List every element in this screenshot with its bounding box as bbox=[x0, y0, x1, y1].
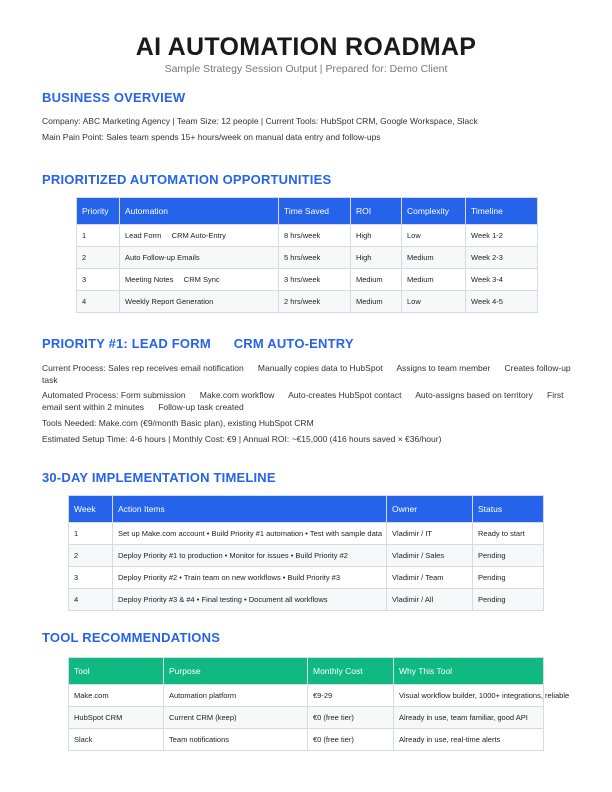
table-cell: Week 1-2 bbox=[466, 225, 538, 247]
column-header: Complexity bbox=[402, 198, 466, 225]
section-heading-priority-1: PRIORITY #1: LEAD FORM CRM AUTO-ENTRY bbox=[42, 336, 354, 351]
table-row bbox=[77, 247, 538, 269]
table-cell: 2 bbox=[69, 545, 113, 567]
table-cell: 1 bbox=[69, 523, 113, 545]
column-header: Timeline bbox=[466, 198, 538, 225]
table-cell: €0 (free tier) bbox=[308, 729, 394, 751]
table-cell: High bbox=[351, 225, 402, 247]
table-cell: 2 hrs/week bbox=[279, 291, 351, 313]
table-cell: 4 bbox=[77, 291, 120, 313]
table-cell: €0 (free tier) bbox=[308, 707, 394, 729]
section-heading-business-overview: BUSINESS OVERVIEW bbox=[42, 90, 186, 105]
table-cell: Weekly Report Generation bbox=[120, 291, 279, 313]
column-header: Priority bbox=[77, 198, 120, 225]
section-heading-timeline: 30-DAY IMPLEMENTATION TIMELINE bbox=[42, 470, 276, 485]
table-cell: Ready to start bbox=[473, 523, 544, 545]
table-row bbox=[77, 225, 538, 247]
column-header: Action Items bbox=[113, 496, 387, 523]
table-cell: Current CRM (keep) bbox=[164, 707, 308, 729]
table-cell: Deploy Priority #1 to production • Monitor for issues • Build Priority #2 bbox=[113, 545, 387, 567]
table-cell: Already in use, team familiar, good API bbox=[394, 707, 544, 729]
table-cell: Week 2-3 bbox=[466, 247, 538, 269]
table-cell: Vladimir / Sales bbox=[387, 545, 473, 567]
table-row bbox=[69, 707, 544, 729]
page-subtitle: Sample Strategy Session Output | Prepared for: Demo Client bbox=[164, 63, 448, 75]
table-row bbox=[69, 523, 544, 545]
table-header-row bbox=[69, 496, 544, 523]
table-cell: High bbox=[351, 247, 402, 269]
table-cell: 5 hrs/week bbox=[279, 247, 351, 269]
table-cell: Visual workflow builder, 1000+ integrations, reliable bbox=[394, 685, 544, 707]
table-cell: Medium bbox=[351, 269, 402, 291]
table-cell: 4 bbox=[69, 589, 113, 611]
column-header: Week bbox=[69, 496, 113, 523]
table-cell: Low bbox=[402, 225, 466, 247]
table-row bbox=[77, 291, 538, 313]
table-cell: Vladimir / Team bbox=[387, 567, 473, 589]
column-header: Purpose bbox=[164, 658, 308, 685]
column-header: Tool bbox=[69, 658, 164, 685]
column-header: ROI bbox=[351, 198, 402, 225]
table-cell: Deploy Priority #2 • Train team on new workflows • Build Priority #3 bbox=[113, 567, 387, 589]
table-cell: Meeting Notes CRM Sync bbox=[120, 269, 279, 291]
current-process: Current Process: Sales rep receives email notification Manually copies data to HubSpot Assigns to team member Creates follow-up task bbox=[42, 363, 574, 385]
table-cell: Slack bbox=[69, 729, 164, 751]
table-cell: Vladimir / All bbox=[387, 589, 473, 611]
opportunities-table bbox=[76, 197, 538, 313]
table-row bbox=[69, 729, 544, 751]
page-title: AI AUTOMATION ROADMAP bbox=[135, 33, 477, 61]
table-row bbox=[69, 685, 544, 707]
table-cell: Team notifications bbox=[164, 729, 308, 751]
table-cell: Medium bbox=[402, 247, 466, 269]
table-cell: Week 4-5 bbox=[466, 291, 538, 313]
overview-company: Company: ABC Marketing Agency | Team Size: 12 people | Current Tools: HubSpot CRM, Google Workspace, Slack bbox=[42, 116, 478, 126]
table-cell: Make.com bbox=[69, 685, 164, 707]
table-cell: Automation platform bbox=[164, 685, 308, 707]
automated-process: Automated Process: Form submission Make.com workflow Auto-creates HubSpot contact Auto-assigns based on territory First email sent within 2 minutes Follow-up task created bbox=[42, 390, 566, 412]
overview-pain-point: Main Pain Point: Sales team spends 15+ hours/week on manual data entry and follow-ups bbox=[42, 132, 381, 142]
table-cell: €9-29 bbox=[308, 685, 394, 707]
table-cell: 8 hrs/week bbox=[279, 225, 351, 247]
table-row bbox=[77, 269, 538, 291]
table-cell: Medium bbox=[351, 291, 402, 313]
table-cell: Set up Make.com account • Build Priority #1 automation • Test with sample data bbox=[113, 523, 387, 545]
table-cell: Pending bbox=[473, 545, 544, 567]
column-header: Status bbox=[473, 496, 544, 523]
table-row bbox=[69, 567, 544, 589]
table-cell: 2 bbox=[77, 247, 120, 269]
section-heading-opportunities: PRIORITIZED AUTOMATION OPPORTUNITIES bbox=[42, 172, 332, 187]
table-cell: Vladimir / IT bbox=[387, 523, 473, 545]
column-header: Time Saved bbox=[279, 198, 351, 225]
setup-estimate: Estimated Setup Time: 4-6 hours | Monthly Cost: €9 | Annual ROI: ~€15,000 (416 hours saved × €36/hour) bbox=[42, 434, 442, 444]
table-cell: Pending bbox=[473, 567, 544, 589]
table-cell: Medium bbox=[402, 269, 466, 291]
table-cell: 3 bbox=[69, 567, 113, 589]
table-cell: Low bbox=[402, 291, 466, 313]
section-heading-tools: TOOL RECOMMENDATIONS bbox=[42, 630, 221, 645]
table-cell: Deploy Priority #3 & #4 • Final testing • Document all workflows bbox=[113, 589, 387, 611]
table-cell: Week 3-4 bbox=[466, 269, 538, 291]
table-cell: HubSpot CRM bbox=[69, 707, 164, 729]
table-header-row bbox=[69, 658, 544, 685]
column-header: Monthly Cost bbox=[308, 658, 394, 685]
table-cell: Auto Follow-up Emails bbox=[120, 247, 279, 269]
column-header: Automation bbox=[120, 198, 279, 225]
table-row bbox=[69, 589, 544, 611]
table-cell: Lead Form CRM Auto-Entry bbox=[120, 225, 279, 247]
timeline-table bbox=[68, 495, 544, 611]
column-header: Owner bbox=[387, 496, 473, 523]
tools-needed: Tools Needed: Make.com (€9/month Basic plan), existing HubSpot CRM bbox=[42, 418, 314, 428]
table-cell: 3 bbox=[77, 269, 120, 291]
table-cell: Pending bbox=[473, 589, 544, 611]
tools-table bbox=[68, 657, 570, 751]
table-row bbox=[69, 545, 544, 567]
table-cell: 1 bbox=[77, 225, 120, 247]
column-header: Why This Tool bbox=[394, 658, 544, 685]
table-header-row bbox=[77, 198, 538, 225]
table-cell: 3 hrs/week bbox=[279, 269, 351, 291]
table-cell: Already in use, real-time alerts bbox=[394, 729, 544, 751]
